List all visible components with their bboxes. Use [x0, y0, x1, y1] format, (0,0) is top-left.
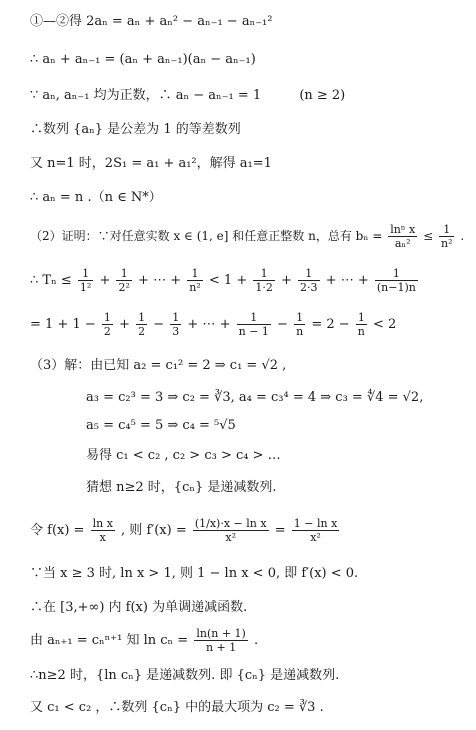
equals-sign: =	[274, 523, 286, 538]
line-8-prefix: ∴ Tₙ ≤	[30, 273, 72, 288]
line-10: （3）解：由已知 a₂ = c₁² = 2 ⇒ c₁ = √2 ,	[30, 358, 287, 373]
line-19: ∴n≥2 时，{ln cₙ} 是递减数列. 即 {cₙ} 是递减数列.	[30, 668, 340, 683]
frac-den: (n−1)n	[376, 281, 416, 294]
frac-half	[102, 311, 113, 338]
frac-1-over-1sq	[78, 267, 93, 294]
line-6: ∴ aₙ = n .（n ∈ N*）	[30, 190, 162, 205]
line-8	[30, 266, 420, 296]
line-7	[30, 222, 464, 250]
frac-den: 1²	[79, 281, 92, 294]
frac-den: x	[99, 531, 106, 544]
frac-num: 1 − ln x	[293, 517, 338, 530]
frac-num: ln(n + 1)	[196, 627, 246, 640]
ellipsis-plus: + ⋯ +	[325, 273, 369, 288]
frac-num: 1	[116, 267, 131, 281]
frac-derivative-simplified	[292, 517, 340, 544]
frac-num: 1	[356, 311, 367, 325]
line-12: a₅ = c₄⁵ = 5 ⇒ c₄ = ⁵√5	[86, 418, 236, 433]
frac-num: 1	[294, 311, 305, 325]
frac-third	[170, 311, 181, 338]
line-15	[30, 514, 341, 548]
frac-1-over-2sq	[116, 267, 131, 294]
frac-den: n	[357, 325, 365, 338]
fraction-bound-denominator: n²	[440, 237, 453, 250]
line-18	[30, 626, 258, 656]
plus-sign: +	[119, 317, 130, 332]
frac-1-over-n-1-n	[375, 267, 418, 294]
frac-num: 1	[103, 311, 111, 324]
leq-sign: ≤	[423, 229, 434, 243]
frac-num: 1	[253, 267, 275, 281]
frac-1-over-n	[294, 311, 305, 338]
line-17: ∴在 [3,+∞) 内 f(x) 为单调递减函数.	[30, 600, 248, 615]
line-3-condition: (n ≥ 2)	[299, 88, 346, 103]
line-13: 易得 c₁ < c₂ , c₂ > c₃ > c₄ > …	[86, 448, 281, 463]
frac-den: 2	[103, 325, 111, 338]
frac-1-over-1x2	[253, 267, 275, 294]
frac-num: ln x	[92, 517, 113, 530]
line-7-prefix: （2）证明：∵对任意实数 x ∈ (1, e] 和任意正整数 n，总有 bₙ =	[30, 229, 383, 243]
fraction-bn	[388, 223, 417, 250]
frac-den: 1·2	[255, 281, 273, 294]
frac-1-over-n-final	[356, 311, 367, 338]
line-7-end: .	[460, 229, 465, 243]
frac-1-over-n-minus-1	[237, 311, 271, 338]
frac-num: 1	[298, 267, 320, 281]
line-1: ①—②得 2aₙ = aₙ + aₙ² − aₙ₋₁ − aₙ₋₁²	[30, 14, 273, 29]
ellipsis-plus: + ⋯ +	[187, 317, 231, 332]
frac-num: 1	[187, 267, 203, 281]
frac-den: n	[296, 325, 304, 338]
line-9	[30, 310, 396, 340]
frac-num: (1/x)·x − ln x	[194, 517, 267, 530]
frac-den: x²	[310, 531, 321, 544]
frac-1-over-2x3	[298, 267, 320, 294]
frac-num: 1	[78, 267, 93, 281]
line-16: ∵当 x ≥ 3 时, ln x > 1, 则 1 − ln x < 0, 即 f′(x) < 0.	[30, 566, 359, 581]
fraction-bound	[439, 223, 455, 250]
frac-den: n − 1	[238, 325, 269, 338]
line-20: 又 c₁ < c₂ ，∴数列 {cₙ} 中的最大项为 c₂ = ∛3 .	[30, 700, 324, 715]
frac-num: 1	[375, 267, 418, 281]
line-18-end: .	[253, 633, 259, 648]
fraction-bn-denominator: aₙ²	[394, 237, 411, 250]
frac-half-2	[136, 311, 147, 338]
frac-1-over-nsq	[187, 267, 203, 294]
fraction-bound-numerator: 1	[439, 223, 455, 237]
frac-den: 2²	[118, 281, 130, 294]
frac-num: 1	[172, 311, 180, 324]
equals-two-minus: = 2 −	[311, 317, 350, 332]
line-5: 又 n=1 时，2S₁ = a₁ + a₁²，解得 a₁=1	[30, 156, 272, 171]
frac-lnx-over-x	[91, 517, 115, 544]
line-9-prefix: = 1 + 1 −	[30, 317, 96, 332]
frac-den: 3	[172, 325, 180, 338]
minus-sign: −	[277, 317, 288, 332]
line-3	[30, 88, 345, 104]
frac-num: 1	[237, 311, 271, 325]
frac-derivative	[193, 517, 269, 544]
frac-den: x²	[225, 531, 237, 544]
line-4: ∴数列 {aₙ} 是公差为 1 的等差数列	[30, 122, 241, 137]
line-14: 猜想 n≥2 时，{cₙ} 是递减数列.	[86, 480, 277, 495]
plus-sign: +	[99, 273, 111, 288]
frac-den: 2·3	[300, 281, 318, 294]
fraction-bn-numerator: lnⁿ x	[390, 223, 416, 236]
less-than-two: < 2	[373, 317, 397, 332]
line-18-prefix: 由 aₙ₊₁ = cₙⁿ⁺¹ 知 ln cₙ =	[30, 633, 189, 648]
frac-ln-n-plus-1	[194, 627, 247, 654]
line-15-mid: , 则 f′(x) =	[121, 523, 187, 538]
line-2: ∴ aₙ + aₙ₋₁ = (aₙ + aₙ₋₁)(aₙ − aₙ₋₁)	[30, 52, 256, 67]
plus-sign: +	[281, 273, 292, 288]
less-than-one-plus: < 1 +	[208, 273, 248, 288]
frac-num: 1	[138, 311, 146, 324]
line-15-prefix: 令 f(x) =	[30, 523, 85, 538]
frac-den: 2	[138, 325, 146, 338]
frac-den: n²	[189, 281, 201, 294]
line-11: a₃ = c₂³ = 3 ⇒ c₂ = ∛3, a₄ = c₃⁴ = 4 ⇒ c₃ = ∜4 = √2,	[86, 390, 424, 405]
line-3-text: ∵ aₙ, aₙ₋₁ 均为正数，∴ aₙ − aₙ₋₁ = 1	[30, 88, 262, 103]
frac-den: n + 1	[205, 641, 237, 654]
minus-sign: −	[153, 317, 165, 332]
ellipsis-plus: + ⋯ +	[138, 273, 182, 288]
